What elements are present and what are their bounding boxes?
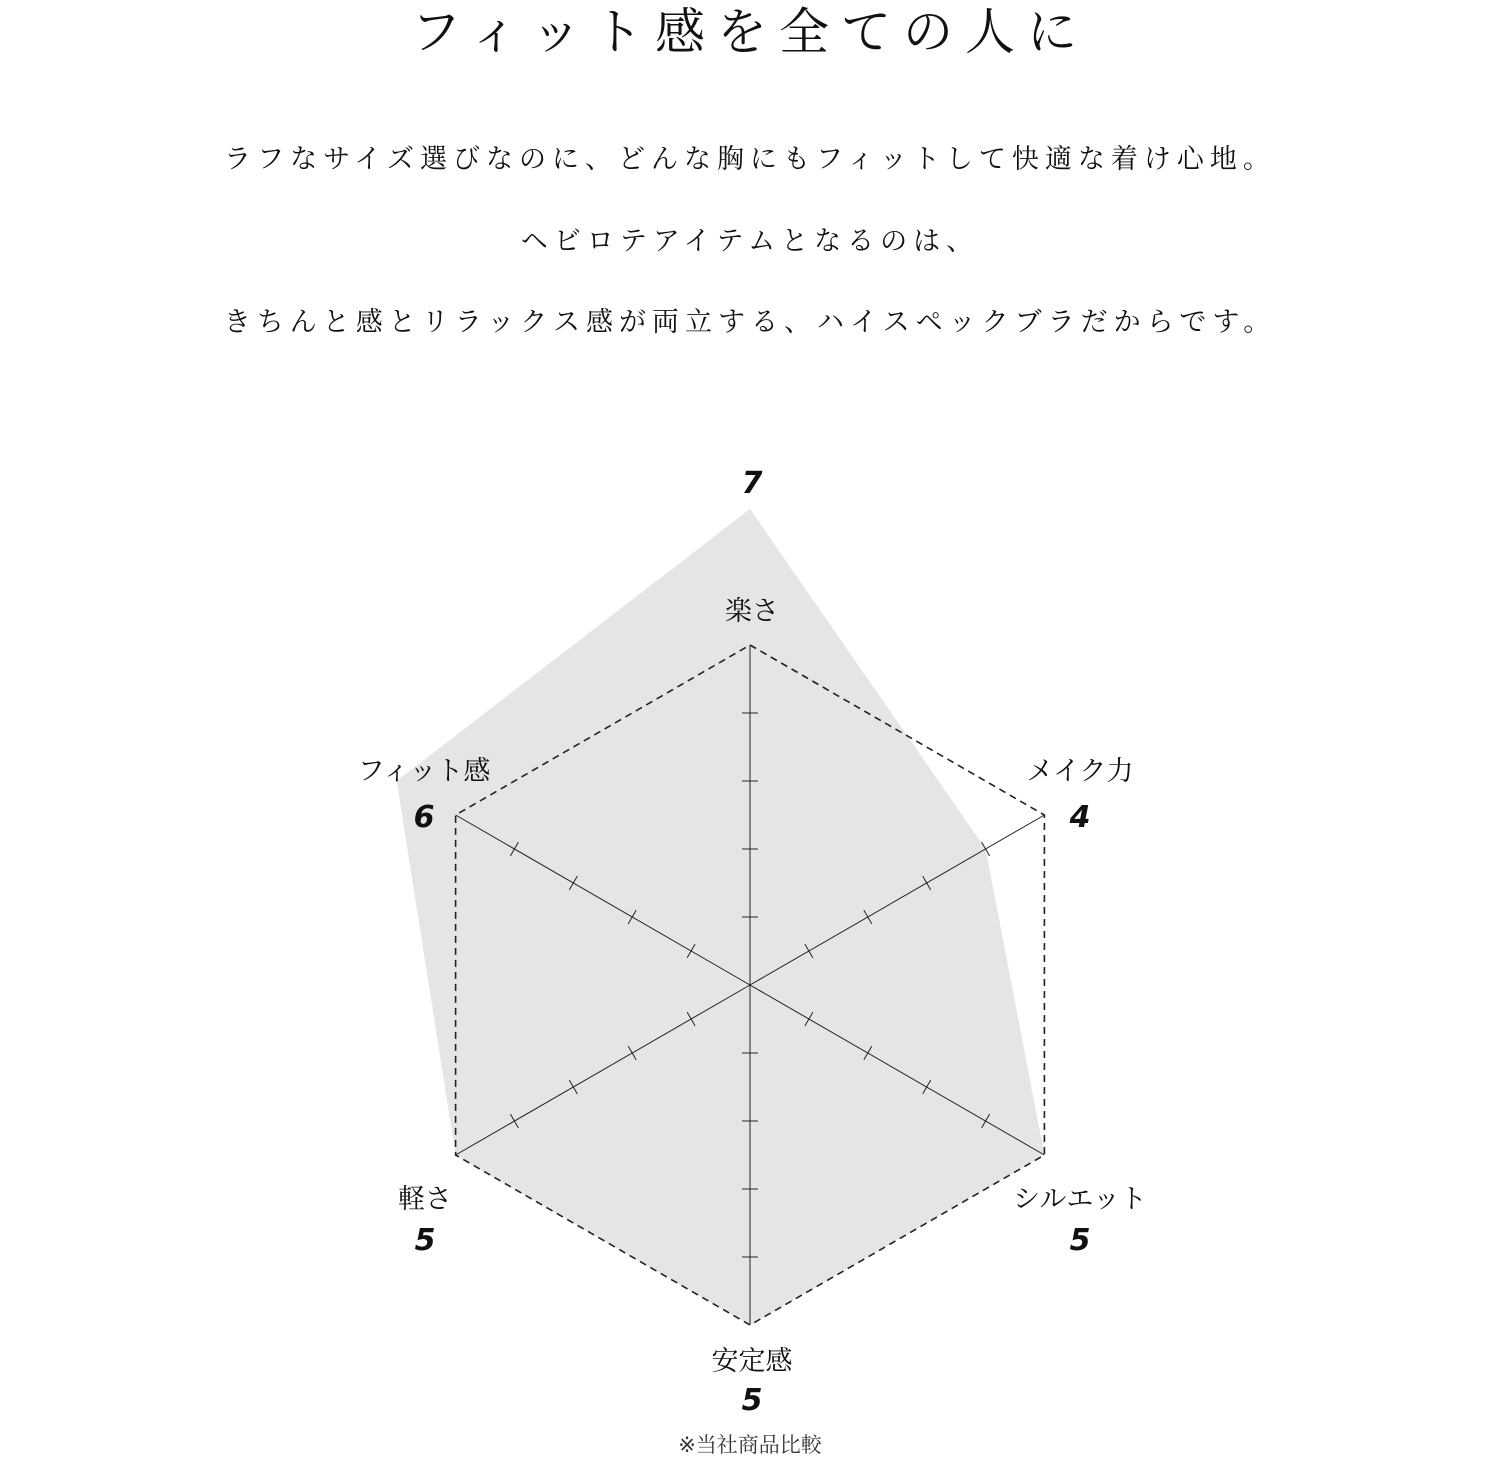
axis-label-stability: 安定感 [711,1346,793,1377]
score-lightness: 5 [414,1223,436,1258]
axis-label-comfort: 楽さ [725,596,779,627]
axis-label-lightness: 軽さ [398,1184,452,1215]
axis-label-silhouette: シルエット [1013,1184,1147,1215]
lead-line-2: ヘビロテアイテムとなるのは、 [520,226,980,257]
score-comfort: 7 [741,466,763,501]
score-stability: 5 [741,1383,763,1418]
lead-line-1: ラフなサイズ選びなのに、どんな胸にもフィットして快適な着け心地。 [224,144,1276,175]
score-area [397,509,1045,1325]
score-silhouette: 5 [1069,1223,1091,1258]
headline: フィット感を全ての人に [411,3,1089,61]
axis-label-fit: フィット感 [357,756,491,787]
lead-line-3: きちんと感とリラックス感が両立する、ハイスペックブラだからです。 [223,307,1277,338]
chart-footnote: ※当社商品比較 [678,1433,822,1457]
score-makeup-power: 4 [1069,800,1091,835]
score-fit: 6 [413,800,435,835]
axis-label-makeup-power: メイク力 [1026,756,1134,787]
